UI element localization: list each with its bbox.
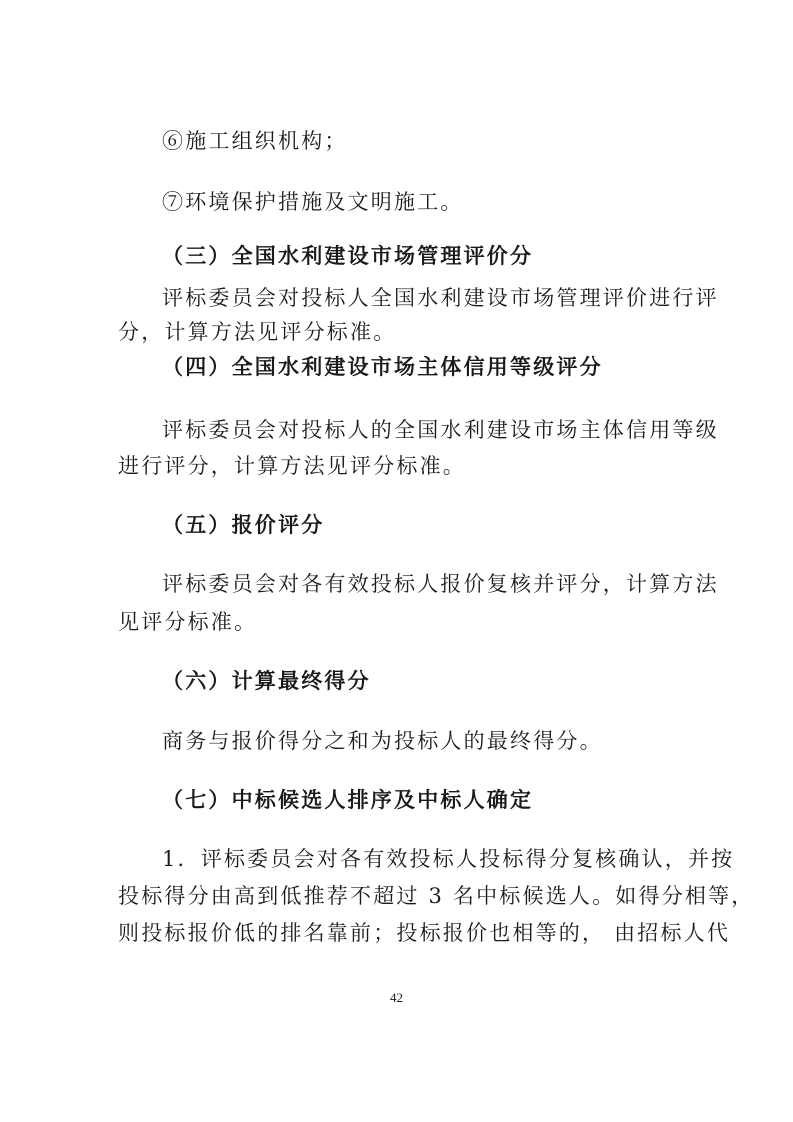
section-7-paragraph-line: 1．评标委员会对各有效投标人投标得分复核确认，并按	[162, 847, 735, 871]
section-3-heading: （三）全国水利建设市场管理评价分	[162, 243, 534, 268]
section-3-paragraph-line: 评标委员会对投标人全国水利建设市场管理评价进行评	[162, 286, 719, 310]
section-5-paragraph-line: 评标委员会对各有效投标人报价复核并评分，计算方法	[162, 572, 719, 596]
section-5-paragraph-line: 见评分标准。	[118, 610, 258, 634]
section-7-paragraph-line: 则投标报价低的排名靠前；投标报价也相等的， 由招标人代	[118, 921, 731, 945]
section-4-paragraph-line: 评标委员会对投标人的全国水利建设市场主体信用等级	[162, 418, 719, 442]
section-3-paragraph-line: 分，计算方法见评分标准。	[118, 320, 397, 344]
section-5-heading: （五）报价评分	[162, 512, 325, 537]
section-4-heading: （四）全国水利建设市场主体信用等级评分	[162, 354, 603, 379]
section-4-paragraph-line: 进行评分，计算方法见评分标准。	[118, 454, 466, 478]
section-6-heading: （六）计算最终得分	[162, 668, 371, 693]
section-7-paragraph-line: 投标得分由高到低推荐不超过 3 名中标候选人。如得分相等，	[118, 884, 755, 908]
page-number: 42	[390, 990, 403, 1005]
item-7-line: ⑦环境保护措施及文明施工。	[162, 190, 464, 214]
section-6-paragraph-line: 商务与报价得分之和为投标人的最终得分。	[162, 729, 603, 753]
item-6-line: ⑥施工组织机构；	[162, 129, 348, 153]
section-7-heading: （七）中标候选人排序及中标人确定	[162, 787, 534, 812]
